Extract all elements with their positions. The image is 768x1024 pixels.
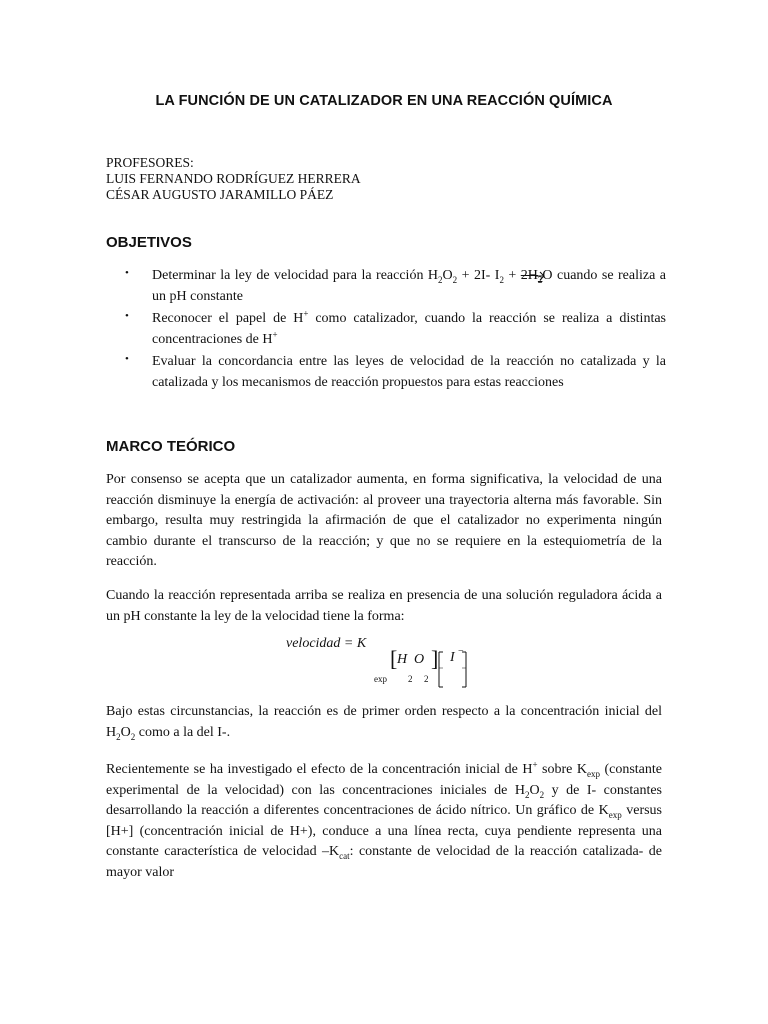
bullet-icon: • [125,267,129,279]
equation-minus: − [458,646,464,657]
list-item: • Evaluar la concordancia entre las leyes de velocidad de la reacción no catalizada y la catalizada y los mecanismos de reacción propuestos para estas reacciones [106,352,666,393]
objectives-list [106,266,666,395]
equation-o: O [414,652,425,667]
professors-block [106,155,361,203]
equation-sub: 2 [424,674,429,684]
paragraph: Cuando la reacción representada arriba se realiza en presencia de una solución reguladora ácida a un pH constante la ley de la velocidad tiene la forma: [106,588,662,624]
rate-law-equation [286,632,486,692]
bracket-left: [ [390,646,398,671]
list-item: • Reconocer el papel de H+ como catalizador, cuando la reacción se realiza a distintas concentraciones de H+ [106,309,666,350]
equation-h: H [397,652,408,667]
list-item: • Determinar la ley de velocidad para la reacción $H_2O_2 + 2I-$ $I_2 + 2H_2$ O cuando se realiza a un pH constante [106,266,666,307]
equation-i: I [450,650,455,665]
reaction-arrow: $2H_2$ [521,266,543,287]
theory-heading: MARCO TEÓRICO [106,438,236,455]
arrow-icon [535,271,545,281]
equation-sub: 2 [408,674,413,684]
professor-name: CÉSAR AUGUSTO JARAMILLO PÁEZ [106,187,334,202]
paragraph: Por consenso se acepta que un catalizador aumenta, en forma significativa, la velocidad de una reacción disminuye la energía de activación: al proveer una trayectoria alterna más favorable. Sin embargo, resulta muy restringida la afirmación de que el catalizador no experimenta ningún cambio durante el transcurso de la reacción; y que no se requiere en la estequiometría de la reacción. [106,472,662,569]
bracket-right: ] [431,646,439,671]
bullet-icon: • [125,310,129,322]
bullet-icon: • [125,353,129,365]
professors-label: PROFESORES: [106,155,194,170]
paragraph: Bajo estas circunstancias, la reacción es de primer orden respecto a la concentración inicial del $H_2O_2$ como a la del I-. [106,704,662,742]
paragraph: Recientemente se ha investigado el efecto de la concentración inicial de H+ sobre $K_{exp}$ (constante experimental de la velocidad) con las concentraciones iniciales de $H_2O_2$ y de I- constantes desarrollando la reacción a diferentes concentraciones de ácido nítrico. Un gráfico de $K_{exp}$ versus [H+] (concentración inicial de H+), conduce a una línea recta, cuya pendiente representa una constante característica de velocidad $-K_{cat}$: constante de velocidad de la reacción catalizada- de mayor valor [106,759,663,880]
equation-exp-subscript: exp [374,674,387,684]
equation-lhs: velocidad = K [286,636,367,651]
professor-name: LUIS FERNANDO RODRÍGUEZ HERRERA [106,171,361,186]
objectives-heading: OBJETIVOS [106,234,192,251]
document-title: LA FUNCIÓN DE UN CATALIZADOR EN UNA REACCIÓN QUÍMICA [155,93,613,109]
